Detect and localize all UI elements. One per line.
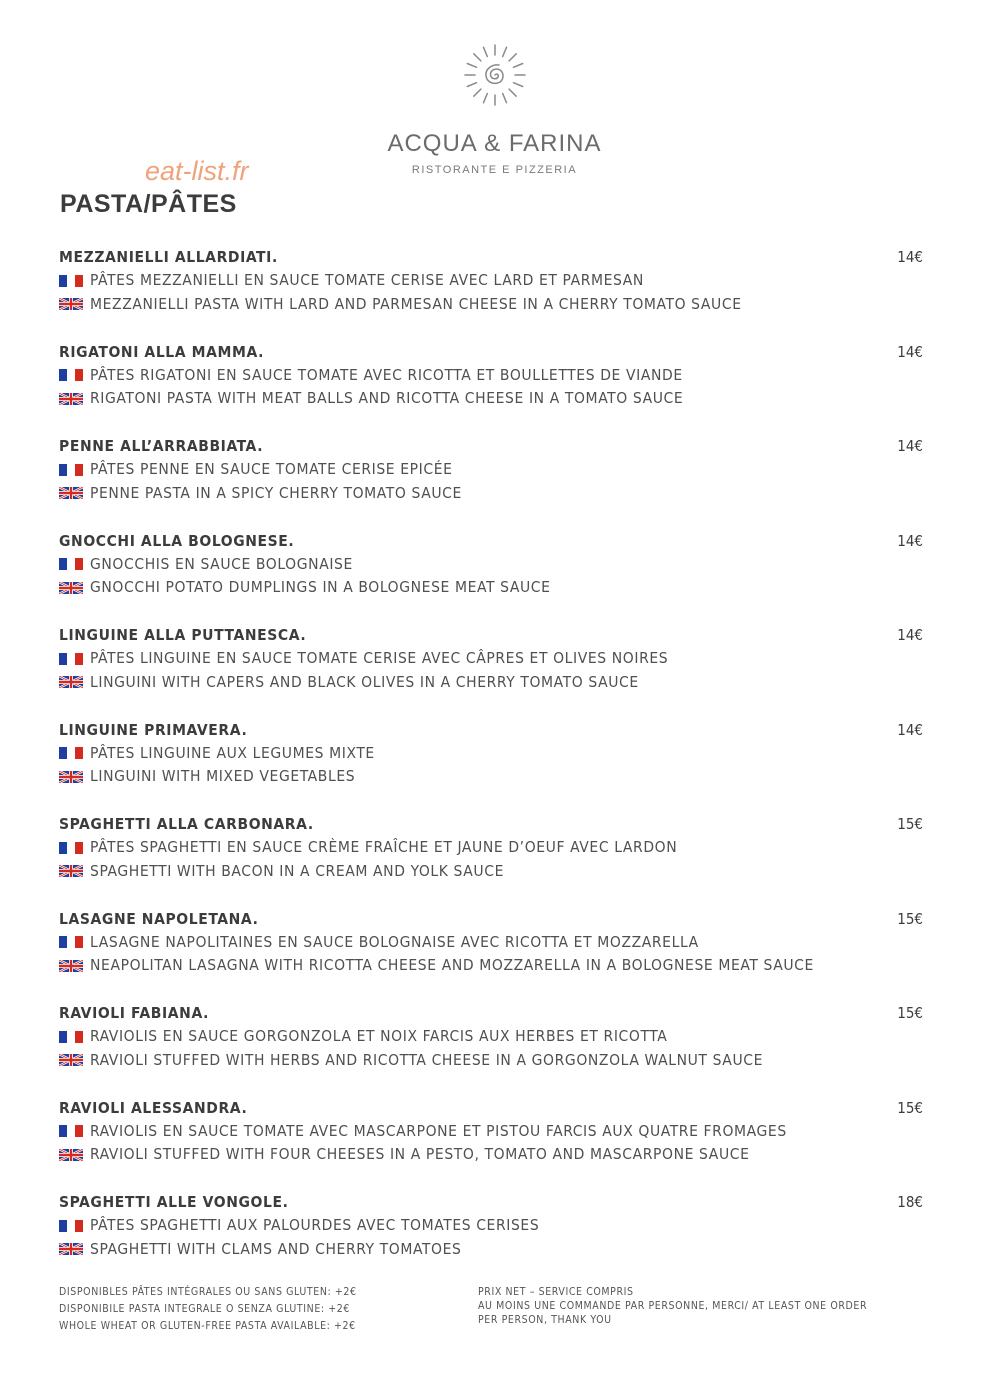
menu-item: [59, 1001, 929, 1096]
uk-flag-icon: [59, 960, 83, 972]
english-description-row: [59, 1143, 929, 1167]
french-description: PÂTES SPAGHETTI AUX PALOURDES AVEC TOMATES CERISES: [90, 1216, 540, 1234]
french-flag-icon: [59, 464, 83, 476]
dish-price: 14€: [897, 437, 923, 455]
dish-price: 14€: [897, 248, 923, 266]
dish-name: SPAGHETTI ALLA CARBONARA.: [59, 815, 314, 833]
french-description: RAVIOLIS EN SAUCE GORGONZOLA ET NOIX FARCIS AUX HERBES ET RICOTTA: [90, 1027, 668, 1045]
french-description-row: [59, 647, 929, 671]
menu-item: [59, 529, 929, 624]
dish-price: 14€: [897, 531, 923, 550]
footer-note: WHOLE WHEAT OR GLUTEN-FREE PASTA AVAILABLE: +2€: [59, 1320, 356, 1332]
dish-name: SPAGHETTI ALLE VONGOLE.: [59, 1193, 289, 1211]
english-description: RAVIOLI STUFFED WITH FOUR CHEESES IN A PESTO, TOMATO AND MASCARPONE SAUCE: [90, 1145, 750, 1163]
french-flag-icon: [59, 1031, 83, 1043]
restaurant-subtitle: RISTORANTE E PIZZERIA: [411, 164, 578, 176]
french-description: PÂTES SPAGHETTI EN SAUCE CRÈME FRAÎCHE ET JAUNE D’OEUF AVEC LARDON: [90, 838, 678, 856]
french-description-row: [59, 742, 929, 766]
dish-name: RAVIOLI ALESSANDRA.: [59, 1098, 248, 1117]
french-description-row: [59, 836, 929, 860]
english-description: MEZZANIELLI PASTA WITH LARD AND PARMESAN CHEESE IN A CHERRY TOMATO SAUCE: [90, 294, 742, 313]
uk-flag-icon: [59, 393, 83, 405]
dish-price: 18€: [897, 1193, 923, 1211]
dish-price: 14€: [897, 720, 923, 739]
english-description-row: [59, 482, 929, 506]
uk-flag-icon: [59, 771, 83, 783]
french-description: PÂTES PENNE EN SAUCE TOMATE CERISE EPICÉE: [90, 460, 453, 478]
english-description: SPAGHETTI WITH BACON IN A CREAM AND YOLK SAUCE: [90, 861, 504, 880]
footer-note: DISPONIBILE PASTA INTEGRALE O SENZA GLUTINE: +2€: [59, 1303, 351, 1315]
menu-item: [59, 812, 929, 907]
french-description-row: [59, 364, 929, 388]
dish-price: 15€: [897, 1004, 923, 1022]
french-description-row: [59, 1025, 929, 1049]
english-description-row: [59, 1238, 929, 1262]
english-description: LINGUINI WITH MIXED VEGETABLES: [90, 767, 356, 785]
menu-item: [59, 434, 929, 529]
french-flag-icon: [59, 653, 83, 665]
dish-price: 15€: [897, 909, 923, 928]
english-description: RAVIOLI STUFFED WITH HERBS AND RICOTTA CHEESE IN A GORGONZOLA WALNUT SAUCE: [90, 1050, 764, 1069]
english-description-row: [59, 576, 929, 600]
english-description: PENNE PASTA IN A SPICY CHERRY TOMATO SAUCE: [90, 483, 462, 502]
french-description-row: [59, 1120, 929, 1144]
french-description-row: [59, 1214, 929, 1238]
french-description-row: [59, 458, 929, 482]
uk-flag-icon: [59, 1243, 83, 1255]
dish-name: PENNE ALL’ARRABBIATA.: [59, 437, 264, 455]
dish-name: RIGATONI ALLA MAMMA.: [59, 342, 265, 361]
dish-name: GNOCCHI ALLA BOLOGNESE.: [59, 531, 295, 550]
uk-flag-icon: [59, 1149, 83, 1161]
footer-note: PRIX NET – SERVICE COMPRIS: [478, 1286, 634, 1298]
menu-item: [59, 718, 929, 813]
english-description: SPAGHETTI WITH CLAMS AND CHERRY TOMATOES: [90, 1239, 462, 1258]
french-description: PÂTES MEZZANIELLI EN SAUCE TOMATE CERISE AVEC LARD ET PARMESAN: [90, 271, 644, 289]
english-description-row: [59, 671, 929, 695]
uk-flag-icon: [59, 865, 83, 877]
footer-left: [59, 1284, 357, 1335]
footer-note: DISPONIBLES PÂTES INTÉGRALES OU SANS GLUTEN: +2€: [59, 1286, 357, 1298]
english-description: GNOCCHI POTATO DUMPLINGS IN A BOLOGNESE MEAT SAUCE: [90, 578, 551, 596]
french-description-row: [59, 269, 929, 293]
dish-price: 14€: [897, 626, 923, 644]
english-description: LINGUINI WITH CAPERS AND BLACK OLIVES IN A CHERRY TOMATO SAUCE: [90, 672, 639, 691]
french-description: PÂTES LINGUINE AUX LEGUMES MIXTE: [90, 743, 375, 762]
menu-item: [59, 907, 929, 1002]
french-flag-icon: [59, 1220, 83, 1232]
french-flag-icon: [59, 558, 83, 570]
dish-name: RAVIOLI FABIANA.: [59, 1004, 210, 1022]
page-title: PASTA/PÂTES: [60, 190, 237, 218]
menu-item: [59, 245, 929, 340]
english-description-row: [59, 954, 929, 978]
menu-item: [59, 623, 929, 718]
french-description-row: [59, 553, 929, 577]
uk-flag-icon: [59, 582, 83, 594]
french-flag-icon: [59, 936, 83, 948]
french-description-row: [59, 931, 929, 955]
english-description-row: [59, 765, 929, 789]
uk-flag-icon: [59, 1054, 83, 1066]
english-description: RIGATONI PASTA WITH MEAT BALLS AND RICOTTA CHEESE IN A TOMATO SAUCE: [90, 389, 684, 407]
french-description: RAVIOLIS EN SAUCE TOMATE AVEC MASCARPONE ET PISTOU FARCIS AUX QUATRE FROMAGES: [90, 1121, 787, 1140]
dish-price: 15€: [897, 815, 923, 833]
dish-name: LASAGNE NAPOLETANA.: [59, 909, 259, 928]
french-flag-icon: [59, 842, 83, 854]
french-description: PÂTES RIGATONI EN SAUCE TOMATE AVEC RICOTTA ET BOULLETTES DE VIANDE: [90, 365, 683, 384]
footer-right: [478, 1285, 928, 1327]
dish-price: 14€: [897, 342, 923, 361]
menu-item: [59, 1190, 929, 1285]
french-flag-icon: [59, 747, 83, 759]
dish-name: LINGUINE PRIMAVERA.: [59, 720, 248, 739]
restaurant-name: ACQUA & FARINA: [387, 130, 602, 157]
menu-list: [59, 245, 929, 1285]
english-description-row: [59, 387, 929, 411]
watermark: eat-list.fr: [145, 156, 249, 186]
dish-name: MEZZANIELLI ALLARDIATI.: [59, 248, 278, 266]
dish-name: LINGUINE ALLA PUTTANESCA.: [59, 626, 307, 644]
french-flag-icon: [59, 369, 83, 381]
french-description: PÂTES LINGUINE EN SAUCE TOMATE CERISE AVEC CÂPRES ET OLIVES NOIRES: [90, 649, 669, 667]
english-description-row: [59, 860, 929, 884]
french-flag-icon: [59, 1125, 83, 1137]
french-description: LASAGNE NAPOLITAINES EN SAUCE BOLOGNAISE AVEC RICOTTA ET MOZZARELLA: [90, 932, 699, 951]
uk-flag-icon: [59, 487, 83, 499]
footer-note: PER PERSON, THANK YOU: [478, 1314, 612, 1326]
uk-flag-icon: [59, 676, 83, 688]
french-flag-icon: [59, 275, 83, 287]
footer-note: AU MOINS UNE COMMANDE PAR PERSONNE, MERCI/ AT LEAST ONE ORDER: [478, 1300, 868, 1312]
english-description-row: [59, 1049, 929, 1073]
dish-price: 15€: [897, 1098, 923, 1117]
sun-spiral-icon: [460, 40, 530, 110]
english-description: NEAPOLITAN LASAGNA WITH RICOTTA CHEESE AND MOZZARELLA IN A BOLOGNESE MEAT SAUCE: [90, 956, 814, 974]
english-description-row: [59, 293, 929, 317]
menu-item: [59, 340, 929, 435]
menu-item: [59, 1096, 929, 1191]
uk-flag-icon: [59, 298, 83, 310]
french-description: GNOCCHIS EN SAUCE BOLOGNAISE: [90, 554, 353, 573]
